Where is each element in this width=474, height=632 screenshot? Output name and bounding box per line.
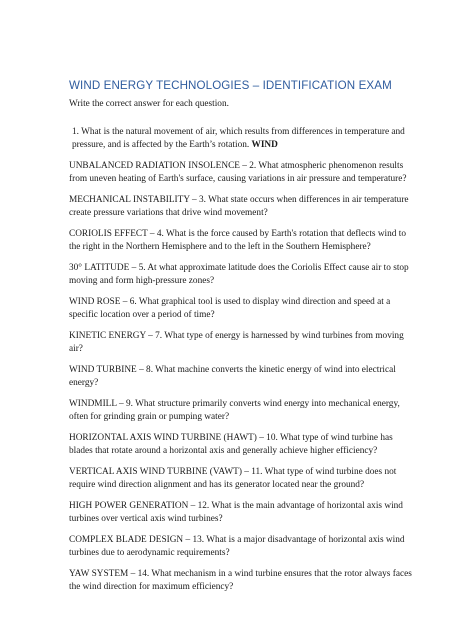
answer-separator: – xyxy=(241,467,252,477)
question-item-4 xyxy=(69,228,416,254)
question-text: 14. What mechanism in a wind turbine ensures that the rotor always faces the wind direction for maximum efficiency? xyxy=(69,569,412,593)
answer-text: YAW SYSTEM xyxy=(69,569,129,579)
answer-separator: – xyxy=(188,501,198,511)
answer-text: HIGH POWER GENERATION xyxy=(69,501,189,511)
question-text: 6. What graphical tool is used to display wind direction and speed at a specific location over a period of time? xyxy=(69,297,391,321)
question-item-8 xyxy=(69,364,416,390)
question-item-1 xyxy=(69,126,416,152)
answer-separator: – xyxy=(120,297,130,307)
answer-separator: – xyxy=(116,399,126,409)
answer-separator: – xyxy=(128,569,138,579)
exam-instructions: Write the correct answer for each question. xyxy=(69,99,229,109)
question-text: 2. What atmospheric phenomenon results from uneven heating of Earth's surface, causing variations in air pressure and temperature? xyxy=(69,161,407,185)
answer-separator: – xyxy=(256,433,267,443)
answer-separator: – xyxy=(145,331,156,341)
answer-text: CORIOLIS EFFECT xyxy=(69,229,148,239)
answer-text: 30° LATITUDE xyxy=(69,263,130,273)
question-item-12 xyxy=(69,500,416,526)
question-text: 10. What type of wind turbine has blades that rotate around a horizontal axis and generally achieve higher efficiency? xyxy=(69,433,393,457)
question-text: 4. What is the force caused by Earth's rotation that deflects wind to the right in the Northern Hemisphere and to the left in the Southern Hemisphere? xyxy=(69,229,406,253)
answer-text: KINETIC ENERGY xyxy=(69,331,146,341)
question-text: 13. What is a major disadvantage of horizontal axis wind turbines due to aerodynamic requirements? xyxy=(69,535,405,559)
question-item-3 xyxy=(69,194,416,220)
question-item-7 xyxy=(69,330,416,356)
answer-separator: – xyxy=(189,195,200,205)
answer-separator: – xyxy=(136,365,147,375)
question-text: 9. What structure primarily converts wind energy into mechanical energy, often for grinding grain or pumping water? xyxy=(69,399,400,423)
question-text: 5. At what approximate latitude does the Coriolis Effect cause air to stop moving and form high-pressure zones? xyxy=(69,263,409,287)
exam-title: WIND ENERGY TECHNOLOGIES – IDENTIFICATION EXAM xyxy=(69,79,392,92)
answer-text: COMPLEX BLADE DESIGN xyxy=(69,535,184,545)
question-item-6 xyxy=(69,296,416,322)
answer-separator: – xyxy=(147,229,157,239)
answer-text: MECHANICAL INSTABILITY xyxy=(69,195,190,205)
question-text: 1. What is the natural movement of air, which results from differences in temperature and pressure, and is affected by the Earth’s rotation. xyxy=(72,127,405,151)
question-item-14 xyxy=(69,568,416,594)
question-text: 8. What machine converts the kinetic energy of wind into electrical energy? xyxy=(69,365,396,389)
answer-text: WIND ROSE xyxy=(69,297,121,307)
answer-separator: – xyxy=(129,263,139,273)
question-item-9 xyxy=(69,398,416,424)
answer-text: UNBALANCED RADIATION INSOLENCE xyxy=(69,161,240,171)
question-item-13 xyxy=(69,534,416,560)
answer-text: VERTICAL AXIS WIND TURBINE (VAWT) xyxy=(69,467,242,477)
question-item-2 xyxy=(69,160,416,186)
answer-text: WIND TURBINE xyxy=(69,365,137,375)
question-item-5 xyxy=(69,262,416,288)
question-item-10 xyxy=(69,432,416,458)
question-item-11 xyxy=(69,466,416,492)
answer-text: WINDMILL xyxy=(69,399,117,409)
answer-text: HORIZONTAL AXIS WIND TURBINE (HAWT) xyxy=(69,433,257,443)
answer-separator: – xyxy=(239,161,250,171)
answer-separator: – xyxy=(183,535,193,545)
question-text: 12. What is the main advantage of horizontal axis wind turbines over vertical axis wind turbines? xyxy=(69,501,403,525)
question-list xyxy=(69,160,416,594)
question-text: 11. What type of wind turbine does not require wind direction alignment and has its generator located near the ground? xyxy=(69,467,397,491)
answer-text: WIND xyxy=(251,140,278,151)
question-text: 7. What type of energy is harnessed by wind turbines from moving air? xyxy=(69,331,404,355)
question-text: 3. What state occurs when differences in air temperature create pressure variations that drive wind movement? xyxy=(69,195,409,219)
